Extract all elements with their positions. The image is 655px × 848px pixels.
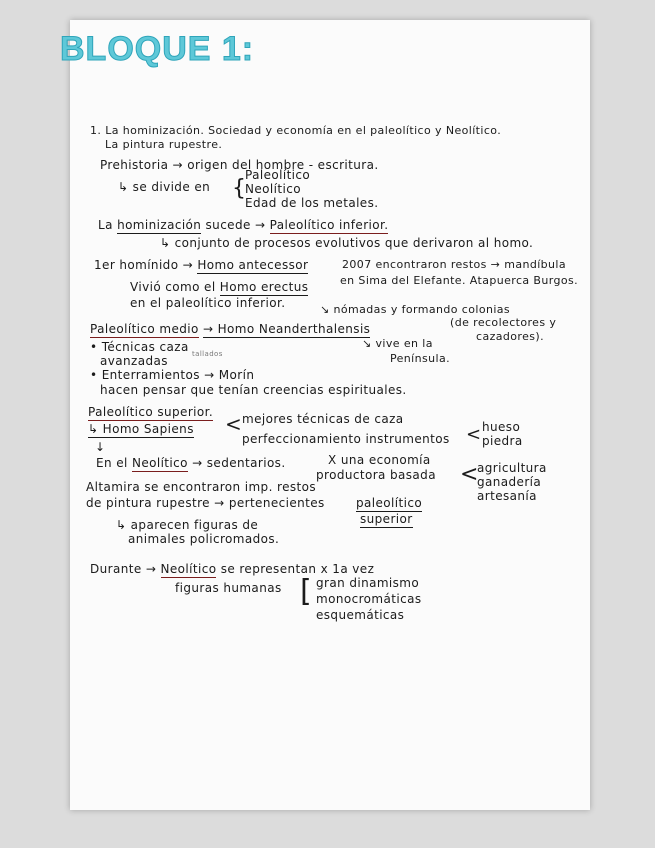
cazadores-text: cazadores).	[476, 330, 544, 343]
mejores-tecnicas: mejores técnicas de caza	[242, 412, 404, 426]
hom-definition: ↳ conjunto de procesos evolutivos que derivaron al homo.	[160, 236, 534, 250]
pal-medio-line	[90, 322, 370, 336]
economia-line-2: productora basada	[316, 468, 436, 482]
recolectores-text: (de recolectores y	[450, 316, 557, 329]
period-metales: Edad de los metales.	[245, 196, 379, 210]
section-heading: 1. La hominización. Sociedad y economía en el paleolítico y Neolítico.	[90, 124, 502, 137]
durante: Durante →	[90, 562, 157, 576]
altamira-line-2: de pintura rupestre → pertenecientes	[86, 496, 325, 510]
tallados-note: tallados	[192, 350, 223, 358]
hom-paleolitico-inferior: Paleolítico inferior.	[269, 218, 389, 232]
peninsula-text: Península.	[390, 352, 451, 365]
enterramientos-bullet: • Enterramientos → Morín	[90, 368, 255, 382]
representan: se representan x 1a vez	[220, 562, 375, 576]
first-hom-label: 1er homínido →	[94, 258, 194, 272]
neolitico: Neolítico	[131, 456, 188, 470]
sedentarios: → sedentarios.	[192, 456, 286, 470]
period-neolitico: Neolítico	[245, 182, 301, 196]
trait-esquematicas: esquemáticas	[316, 608, 405, 622]
homo-sapiens-line	[88, 422, 194, 436]
pal-sup-2a-wrap	[356, 496, 422, 510]
activity-artesania: artesanía	[477, 489, 537, 503]
pal-inferior-line: en el paleolítico inferior.	[130, 296, 286, 310]
homo-neanderthalensis: → Homo Neanderthalensis	[202, 322, 371, 336]
vive-text: ↘ vive en la	[362, 337, 433, 350]
superior-2: superior	[360, 512, 413, 526]
bracket-icon: [	[300, 574, 313, 609]
en-el: En el	[96, 456, 128, 470]
vivio-text: Vivió como el	[130, 280, 216, 294]
pal-medio: Paleolítico medio	[90, 322, 199, 336]
neolitico-line	[96, 456, 286, 470]
hom-sucede: sucede →	[205, 218, 266, 232]
brace-icon-2: <	[460, 462, 479, 487]
neolitico-2: Neolítico	[160, 562, 217, 576]
trait-monocromaticas: monocromáticas	[316, 592, 422, 606]
branch-icon: <	[225, 412, 243, 436]
homo-erectus: Homo erectus	[219, 280, 309, 294]
brace-icon: {	[232, 176, 247, 201]
page-title: BLOQUE 1:	[60, 30, 255, 68]
economia-line-1: X una economía	[328, 453, 431, 467]
creencias-text: hacen pensar que tenían creencias espirituales.	[100, 383, 407, 397]
hom-la: La	[98, 218, 113, 232]
avanzadas-text: avanzadas	[100, 354, 168, 368]
pal-superior: Paleolítico superior.	[88, 405, 214, 419]
first-hominid-line	[94, 258, 308, 272]
period-paleolitico: Paleolítico	[245, 168, 311, 182]
hom-word: hominización	[117, 218, 202, 232]
pal-superior-heading	[88, 405, 213, 419]
trait-dinamismo: gran dinamismo	[316, 576, 420, 590]
sima-location: en Sima del Elefante. Atapuerca Burgos.	[340, 274, 579, 287]
down-arrow-icon: ↓	[95, 440, 106, 454]
tecnicas-bullet: • Técnicas caza	[90, 340, 189, 354]
vivio-line	[130, 280, 308, 294]
figuras-humanas: figuras humanas	[175, 581, 282, 595]
paleolitico-2: paleolítico	[356, 496, 423, 510]
durante-line	[90, 562, 374, 576]
altamira-line-1: Altamira se encontraron imp. restos	[86, 480, 317, 494]
material-piedra: piedra	[482, 434, 523, 448]
activity-agricultura: agricultura	[477, 461, 547, 475]
se-divide-text: ↳ se divide en	[118, 180, 211, 194]
activity-ganaderia: ganadería	[477, 475, 542, 489]
section-subheading: La pintura rupestre.	[105, 138, 223, 151]
homo-antecessor: Homo antecessor	[197, 258, 309, 272]
branch-icon-2: <	[466, 424, 482, 445]
homo-sapiens: ↳ Homo Sapiens	[88, 422, 194, 436]
perfeccionamiento: perfeccionamiento instrumentos	[242, 432, 450, 446]
nomadas-text: ↘ nómadas y formando colonias	[320, 303, 511, 316]
hominizacion-line	[98, 218, 388, 232]
year-2007: 2007 encontraron restos → mandíbula	[342, 258, 567, 271]
aparecen-line-2: animales policromados.	[128, 532, 280, 546]
aparecen-line-1: ↳ aparecen figuras de	[116, 518, 259, 532]
prehistoria-line: Prehistoria → origen del hombre - escritura.	[100, 158, 379, 172]
material-hueso: hueso	[482, 420, 521, 434]
pal-sup-2b-wrap	[360, 512, 413, 526]
